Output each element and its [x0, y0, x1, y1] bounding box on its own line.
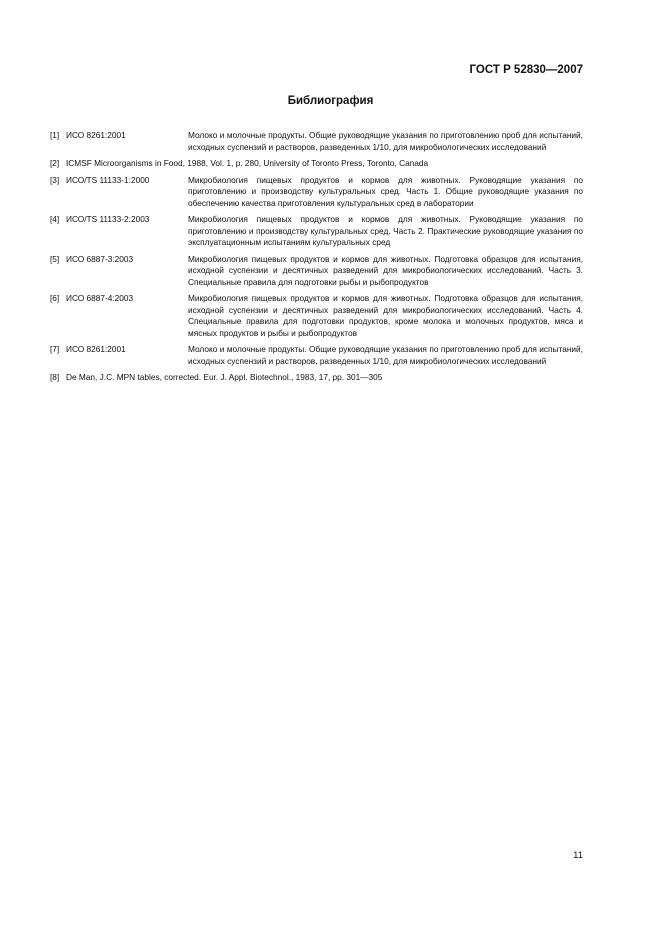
document-code: ГОСТ Р 52830—2007: [469, 64, 583, 76]
entry-number: [7]: [50, 344, 60, 354]
entry-number: [1]: [50, 130, 60, 140]
entry-number: [2]: [50, 158, 60, 168]
bibliography-entry-5: [50, 254, 583, 289]
entry-description: Микробиология пищевых продуктов и кормов для животных. Руководящие указания по приготовлению и производству культуральных сред. Часть 1. Общие руководящие указания по обеспечению качества приготовления культуральных сред в лаборатории: [188, 174, 583, 208]
entry-description: Молоко и молочные продукты. Общие руководящие указания по приготовлению проб для испытаний, исходных суспензий и растворов, разведенных 1/10, для микробиологических исследований: [188, 344, 583, 366]
entry-description: De Man, J.C. MPN tables, corrected. Eur. J. Appl. Biotechnol., 1983, 17, pp. 301—305: [66, 372, 383, 382]
bibliography-entry-8: [50, 372, 583, 384]
entry-description: Микробиология пищевых продуктов и кормов для животных. Подготовка образцов для испытания, исходной суспензии и десятичных разведений для микробиологических исследований. Часть 3. Специальные правила для подготовки рыбы и рыбопродуктов: [188, 253, 583, 287]
entry-number: [4]: [50, 214, 60, 224]
entry-description: Молоко и молочные продукты. Общие руководящие указания по приготовлению проб для испытаний, исходных суспензий и растворов, разведенных 1/10, для микробиологических исследований: [188, 130, 583, 152]
bibliography-entry-4: [50, 214, 583, 249]
entry-number: [8]: [50, 372, 60, 382]
entry-reference: ИСО/TS 11133-2:2003: [66, 214, 150, 224]
entry-reference: ИСО 8261:2001: [66, 344, 126, 354]
entry-reference: ИСО 8261:2001: [66, 130, 126, 140]
bibliography-entry-2: [50, 158, 583, 170]
bibliography-entry-6: [50, 293, 583, 339]
page-title: Библиография: [287, 95, 374, 107]
entry-reference: ИСО 6887-4:2003: [66, 293, 134, 303]
bibliography-entry-1: [50, 130, 583, 153]
entry-reference: ИСО 6887-3:2003: [66, 253, 134, 264]
entry-number: [6]: [50, 293, 60, 303]
entry-number: [3]: [50, 174, 60, 185]
entry-number: [5]: [50, 253, 60, 264]
entry-description: Микробиология пищевых продуктов и кормов для животных. Руководящие указания по приготовлению и производству культуральных сред. Часть 2. Практические руководящие указания по эксплуатационным испытаниям культуральных сред: [188, 214, 583, 247]
bibliography-entry-7: [50, 344, 583, 367]
page-number: 11: [573, 850, 583, 861]
entry-reference: ИСО/TS 11133-1:2000: [66, 174, 150, 185]
entry-description: ICMSF Microorganisms in Food, 1988, Vol. 1, p. 280, University of Toronto Press, Toronto, Canada: [66, 158, 429, 168]
entry-description: Микробиология пищевых продуктов и кормов для животных. Подготовка образцов для испытания, исходной суспензии и десятичных разведений для микробиологических исследований. Часть 4. Специальные правила для подготовки продуктов, кроме молока и молочных продуктов, мяса и мясных продуктов и рыбы и рыбопродуктов: [188, 293, 583, 338]
bibliography-list: [50, 130, 583, 389]
bibliography-entry-3: [50, 175, 583, 210]
